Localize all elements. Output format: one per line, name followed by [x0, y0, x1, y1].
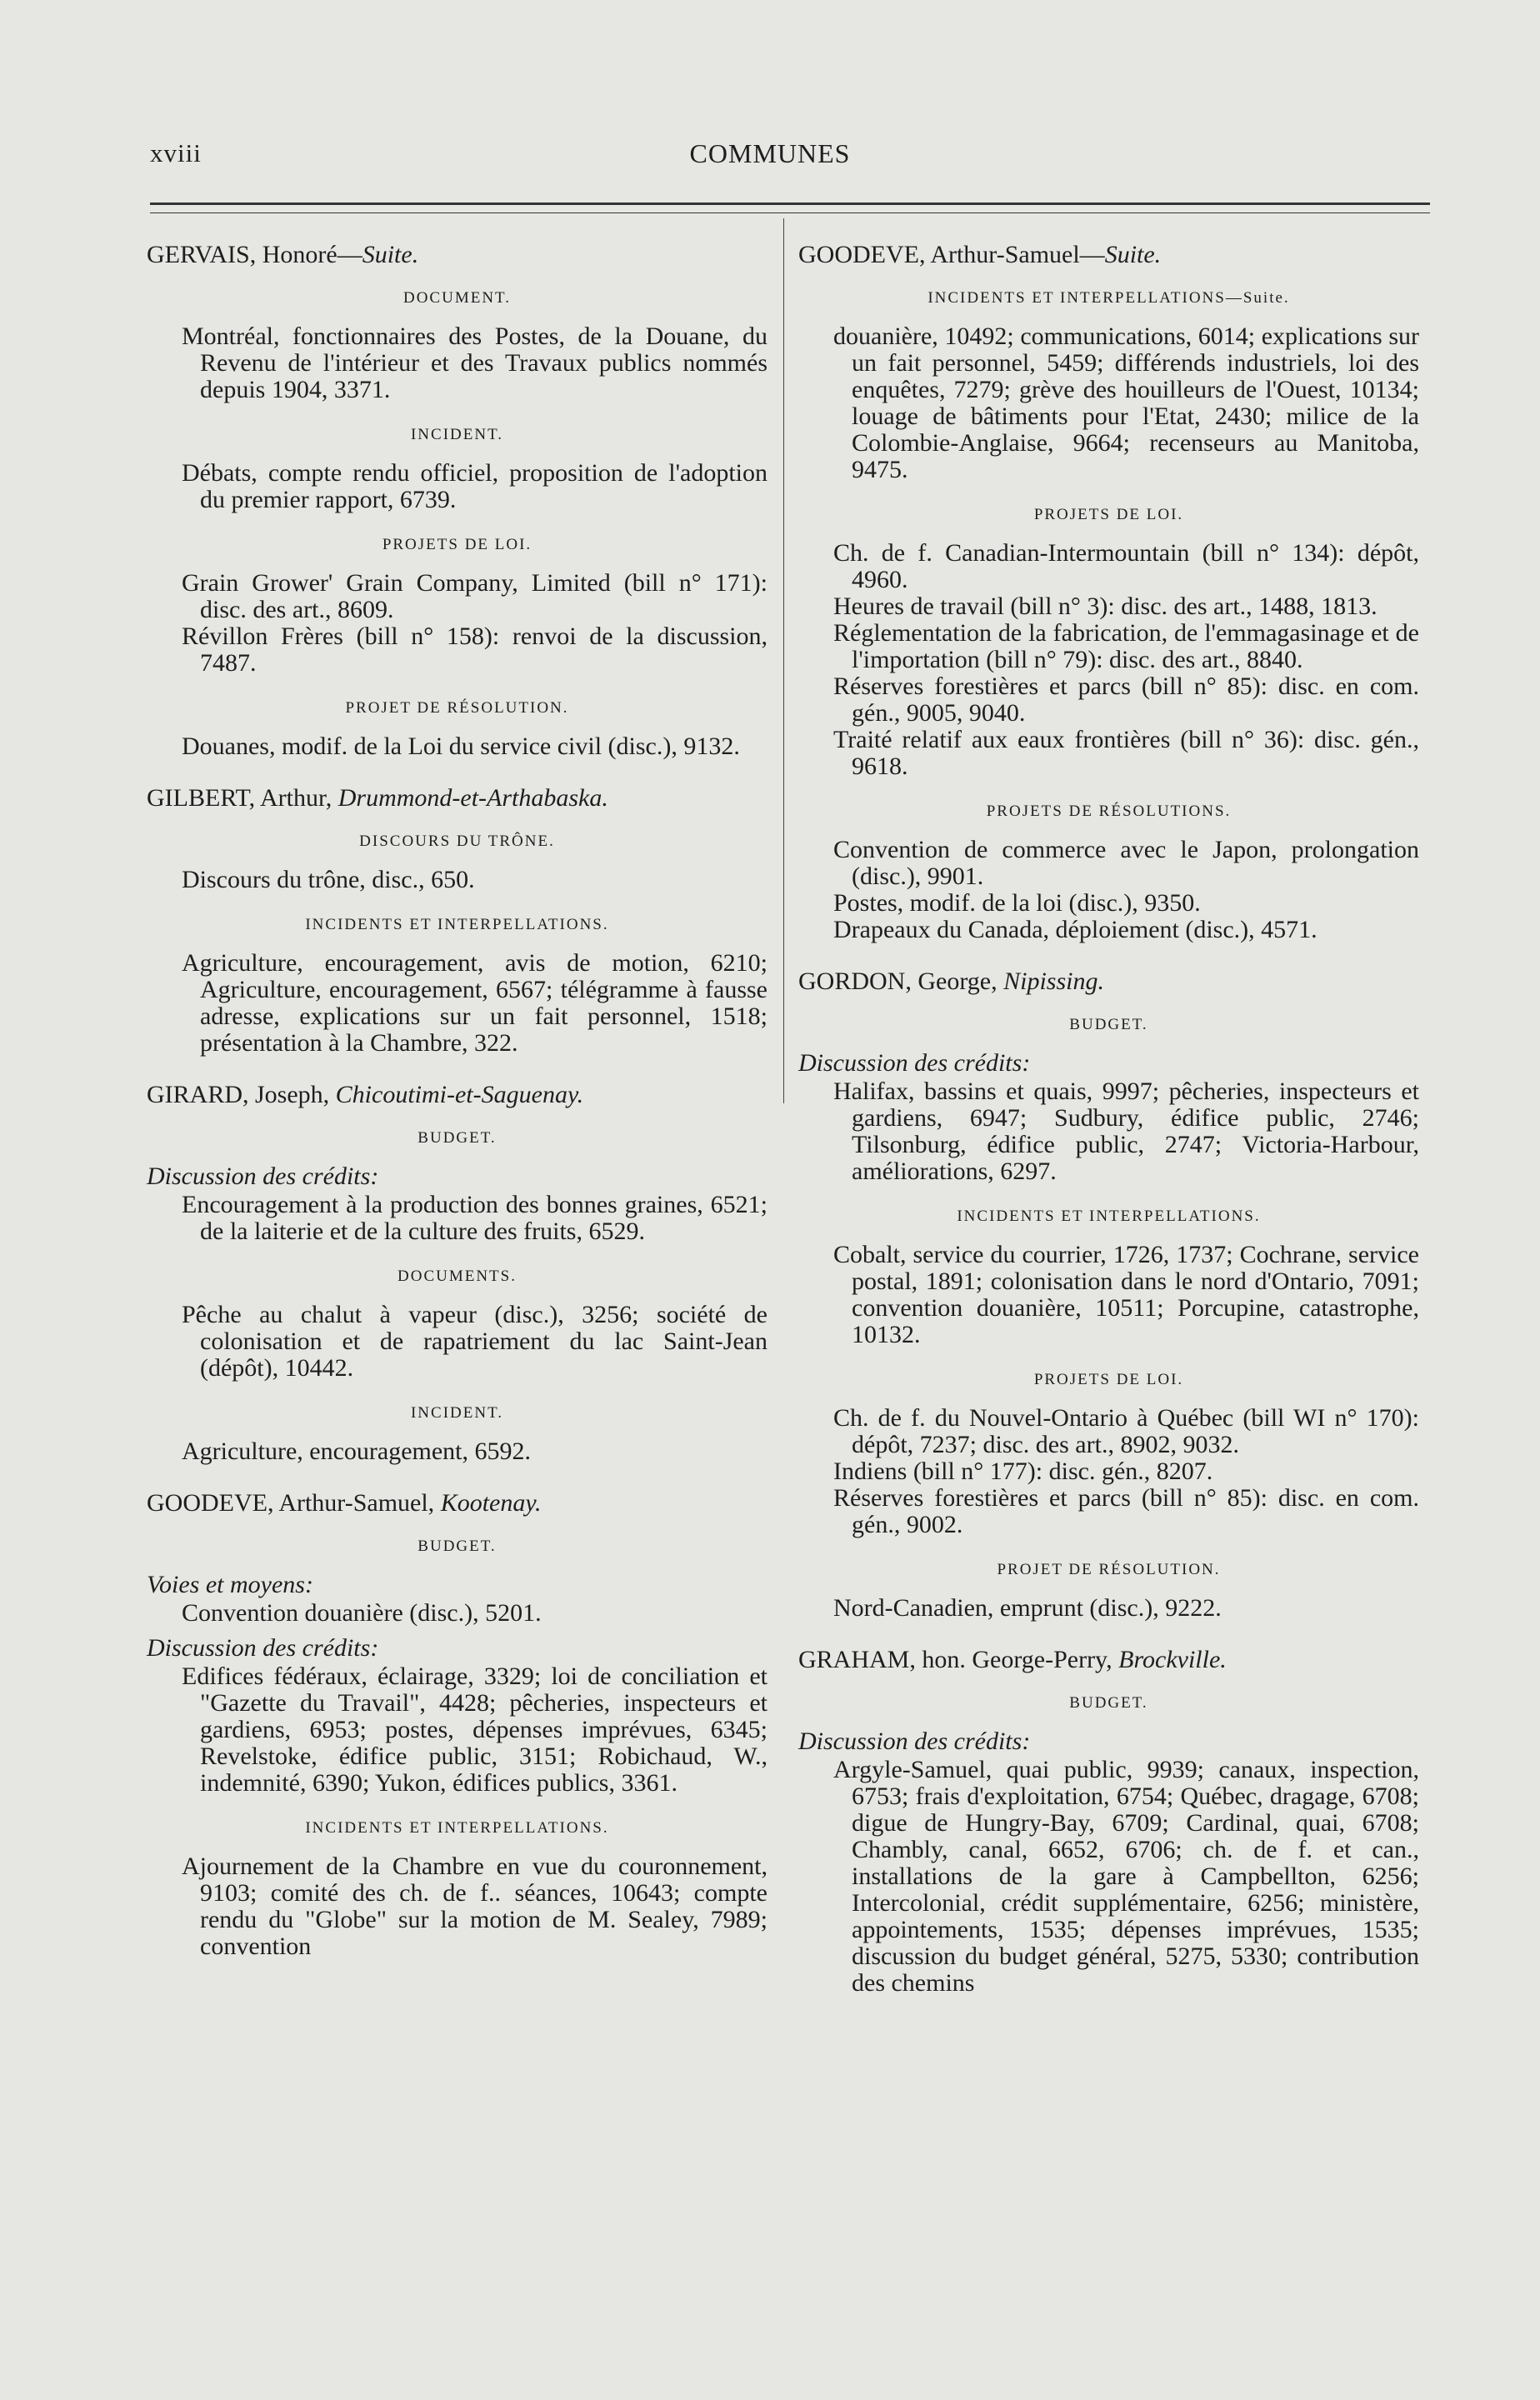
index-entry [798, 968, 1419, 1622]
index-item: Halifax, bassins et quais, 9997; pêcheries, inspecteurs et gardiens, 6947; Sudbury, édifice public, 2746; Tilsonburg, édifice public, 2747; Victoria-Harbour, améliorations, 6297. [833, 1078, 1419, 1185]
section-heading: INCIDENTS ET INTERPELLATIONS. [305, 1819, 609, 1837]
index-item: Ch. de f. Canadian-Intermountain (bill n° 134): dépôt, 4960. [833, 539, 1419, 593]
subsection-label: Voies et moyens: [147, 1571, 313, 1598]
index-item: Traité relatif aux eaux frontières (bill n° 36): disc. gén., 9618. [833, 726, 1419, 780]
index-item: Argyle-Samuel, quai public, 9939; canaux, inspection, 6753; frais d'exploitation, 6754; Québec, dragage, 6708; digue de Hungry-Bay, 6709; Cardinal, quai, 6708; Chambly, canal, 6652, 6706; ch. de f. et can., installations de la gare à Campbellton, 6256; Intercolonial, crédit supplémentaire, 6256; ministère, appointements, 1535; dépenses imprévues, 1535; discussion du budget général, 5275, 5330; contribution des chemins [833, 1756, 1419, 1997]
left-column [147, 242, 768, 1960]
section-heading: BUDGET. [418, 1129, 497, 1147]
member-name [798, 1647, 1419, 1673]
index-item: Nord-Canadien, emprunt (disc.), 9222. [833, 1594, 1222, 1622]
member-name-text: GIRARD, Joseph, [147, 1081, 336, 1108]
index-item: Pêche au chalut à vapeur (disc.), 3256; société de colonisation et de rapatriement du lac Saint-Jean (dépôt), 10442. [182, 1301, 768, 1382]
subsection-label: Discussion des crédits: [147, 1162, 379, 1190]
section-heading: BUDGET. [1069, 1016, 1148, 1033]
index-item: Discours du trône, disc., 650. [182, 866, 475, 893]
index-entry [798, 242, 1419, 943]
index-item: Convention de commerce avec le Japon, prolongation (disc.), 9901. [833, 836, 1419, 890]
index-entry [147, 242, 768, 760]
index-item: Indiens (bill n° 177): disc. gén., 8207. [833, 1458, 1213, 1485]
member-name [147, 1490, 768, 1517]
header-rule-thin [150, 212, 1430, 213]
member-name-text: GRAHAM, hon. George-Perry, [798, 1646, 1119, 1673]
index-item: Encouragement à la production des bonnes graines, 6521; de la laiterie et de la culture des fruits, 6529. [182, 1191, 768, 1245]
index-entry [147, 785, 768, 1057]
section-heading: PROJETS DE LOI. [1033, 1371, 1184, 1388]
index-entry [147, 1082, 768, 1465]
member-riding: Kootenay. [440, 1489, 542, 1517]
member-name [147, 242, 768, 268]
index-item: Ajournement de la Chambre en vue du couronnement, 9103; comité des ch. de f.. séances, 10643; compte rendu du "Globe" sur la motion de M. Sealey, 7989; convention [182, 1852, 768, 1960]
member-name-text: GERVAIS, Honoré— [147, 241, 362, 268]
subsection-label: Discussion des crédits: [147, 1634, 379, 1662]
section-heading: INCIDENT. [410, 426, 504, 443]
index-item: Agriculture, encouragement, 6592. [182, 1438, 532, 1465]
member-name-text: GOODEVE, Arthur-Samuel, [147, 1489, 441, 1517]
index-item: Agriculture, encouragement, avis de motion, 6210; Agriculture, encouragement, 6567; télégramme à fausse adresse, explications sur un fait personnel, 1518; présentation à la Chambre, 322. [182, 949, 768, 1057]
index-item: Cobalt, service du courrier, 1726, 1737; Cochrane, service postal, 1891; colonisation dans le nord d'Ontario, 7091; convention douanière, 10511; Porcupine, catastrophe, 10132. [833, 1241, 1419, 1348]
member-riding: Suite. [1104, 241, 1162, 268]
member-riding: Suite. [362, 241, 419, 268]
section-heading: INCIDENTS ET INTERPELLATIONS. [305, 916, 609, 933]
section-heading: DISCOURS DU TRÔNE. [359, 832, 555, 850]
index-entry [798, 1647, 1419, 1997]
member-name [798, 968, 1419, 995]
section-heading: PROJET DE RÉSOLUTION. [997, 1561, 1221, 1578]
section-heading: DOCUMENT. [402, 289, 511, 307]
section-heading: INCIDENTS ET INTERPELLATIONS—Suite. [928, 289, 1290, 307]
section-heading: INCIDENTS ET INTERPELLATIONS. [957, 1208, 1261, 1225]
member-name [147, 785, 768, 812]
member-name [798, 242, 1419, 268]
index-item: Réserves forestières et parcs (bill n° 85): disc. en com. gén., 9005, 9040. [833, 672, 1419, 727]
section-heading: BUDGET. [1069, 1694, 1148, 1712]
index-item: Réserves forestières et parcs (bill n° 85): disc. en com. gén., 9002. [833, 1484, 1419, 1538]
running-head [0, 138, 1540, 175]
index-item: Drapeaux du Canada, déploiement (disc.), 4571. [833, 916, 1318, 943]
page-number: xviii [150, 138, 202, 168]
index-item: douanière, 10492; communications, 6014; explications sur un fait personnel, 5459; différends industriels, loi des enquêtes, 7279; grève des houilleurs de l'Ouest, 10134; louage de bâtiments pour l'Etat, 2430; milice de la Colombie-Anglaise, 9664; recenseurs au Manitoba, 9475. [833, 322, 1419, 483]
index-item: Heures de travail (bill n° 3): disc. des art., 1488, 1813. [833, 592, 1378, 620]
section-heading: BUDGET. [418, 1538, 497, 1555]
header-rule-thick [150, 202, 1430, 205]
index-item: Ch. de f. du Nouvel-Ontario à Québec (bill WI n° 170): dépôt, 7237; disc. des art., 8902, 9032. [833, 1404, 1419, 1458]
right-column [798, 242, 1419, 2005]
member-riding: Chicoutimi-et-Saguenay. [335, 1081, 584, 1108]
index-item: Montréal, fonctionnaires des Postes, de la Douane, du Revenu de l'intérieur et des Travaux publics nommés depuis 1904, 3371. [182, 322, 768, 403]
subsection-label: Discussion des crédits: [798, 1728, 1031, 1755]
section-heading: PROJETS DE LOI. [382, 536, 532, 553]
index-item: Révillon Frères (bill n° 158): renvoi de la discussion, 7487. [182, 622, 768, 677]
section-heading: INCIDENT. [410, 1404, 504, 1422]
section-heading: PROJET DE RÉSOLUTION. [345, 699, 569, 717]
index-item: Débats, compte rendu officiel, proposition de l'adoption du premier rapport, 6739. [182, 459, 768, 513]
column-divider [783, 218, 784, 1103]
member-name-text: GOODEVE, Arthur-Samuel— [798, 241, 1105, 268]
section-heading: DOCUMENTS. [398, 1268, 517, 1285]
member-name [147, 1082, 768, 1108]
index-item: Postes, modif. de la loi (disc.), 9350. [833, 889, 1201, 917]
member-riding: Brockville. [1118, 1646, 1227, 1673]
index-item: Edifices fédéraux, éclairage, 3329; loi de conciliation et "Gazette du Travail", 4428; pêcheries, inspecteurs et gardiens, 6953; postes, dépenses imprévues, 6345; Revelstoke, édifice public, 3151; Robichaud, W., indemnité, 6390; Yukon, édifices publics, 3361. [182, 1662, 768, 1797]
section-heading: PROJETS DE LOI. [1033, 506, 1184, 523]
member-name-text: GORDON, George, [798, 968, 1004, 995]
member-riding: Nipissing. [1003, 968, 1104, 995]
index-entry [147, 1490, 768, 1960]
index-item: Convention douanière (disc.), 5201. [182, 1599, 542, 1627]
page-title: COMMUNES [689, 138, 851, 168]
subsection-label: Discussion des crédits: [798, 1049, 1031, 1077]
member-name-text: GILBERT, Arthur, [147, 784, 338, 812]
section-heading: PROJETS DE RÉSOLUTIONS. [986, 802, 1232, 820]
index-item: Grain Grower' Grain Company, Limited (bill n° 171): disc. des art., 8609. [182, 569, 768, 623]
member-riding: Drummond-et-Arthabaska. [338, 784, 608, 812]
index-item: Douanes, modif. de la Loi du service civil (disc.), 9132. [182, 732, 740, 760]
index-item: Réglementation de la fabrication, de l'emmagasinage et de l'importation (bill n° 79): disc. des art., 8840. [833, 619, 1419, 673]
